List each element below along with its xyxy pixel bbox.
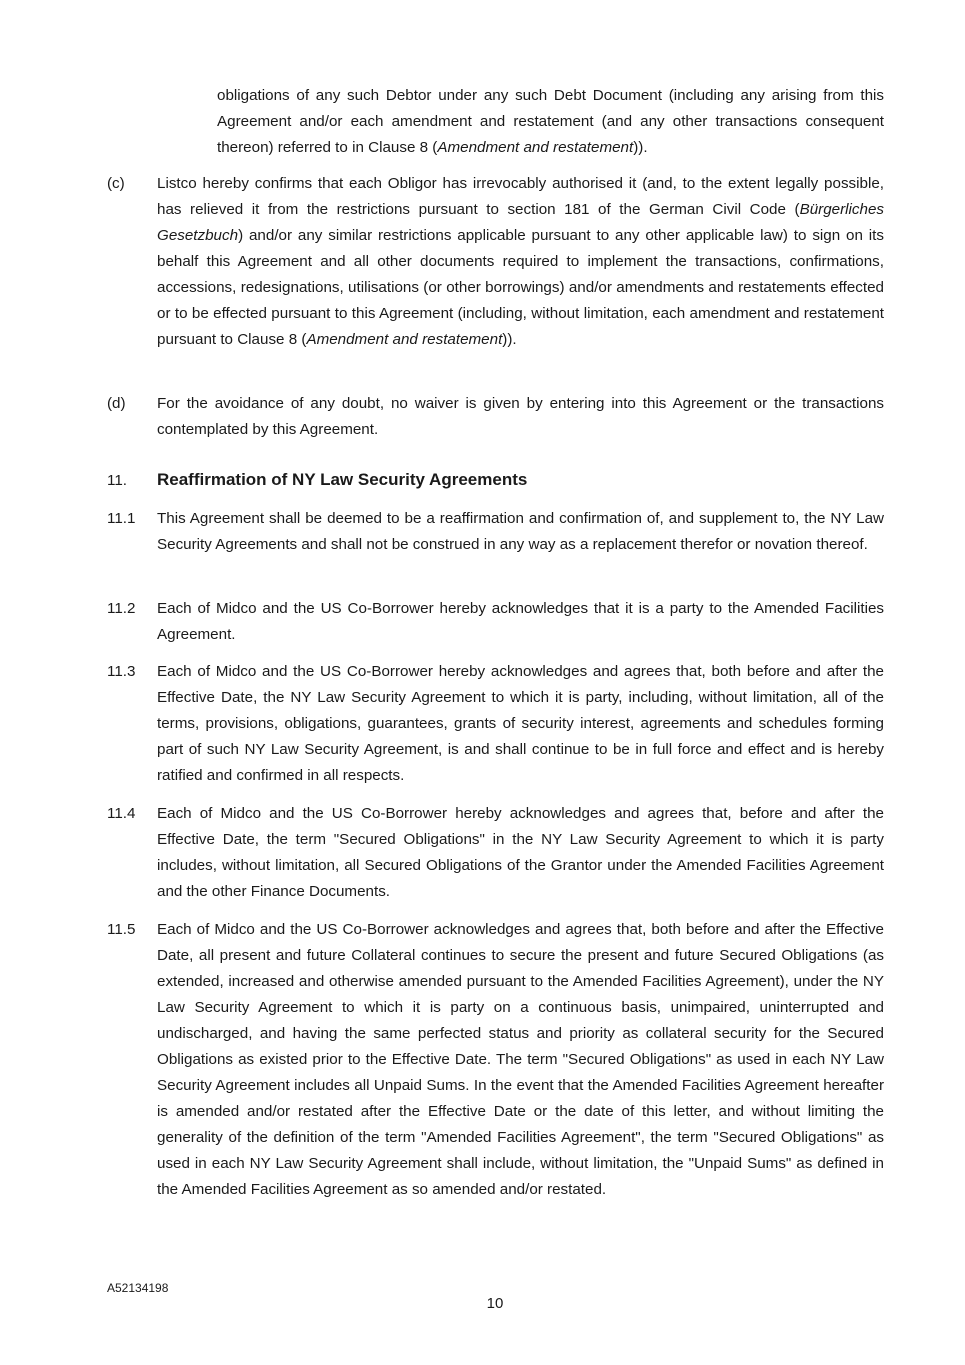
clause-11-4-text: Each of Midco and the US Co-Borrower hereby acknowledges and agrees that, before and after the Effective Date, the term "Secured Obligations" in the NY Law Security Agreement to which it is party includes, without limitation, all Secured Obligations of the Grantor under the Amended Facilities Agreement and the other Finance Documents. (157, 805, 884, 900)
item-c-italic-clause-reference: Amendment and restatement (306, 331, 503, 348)
clause-11-5-text: Each of Midco and the US Co-Borrower acknowledges and agrees that, both before and after the Effective Date, all present and future Collateral continues to secure the present and future Secured Obligations (as extended, increased and otherwise amended pursuant to the Amended Facilities Agreement), under the NY Law Security Agreement to which it is party on a continuous basis, unimpaired, uninterrupted and undischarged, and having the same perfected status and priority as collateral security for the Secured Obligations as existed prior to the Effective Date. The term "Secured Obligations" as used in each NY Law Security Agreement includes all Unpaid Sums. In the event that the Amended Facilities Agreement hereafter is amended and/or restated after the Effective Date or the date of this letter, and without limiting the generality of the definition of the term "Amended Facilities Agreement", the term "Secured Obligations" as used in each NY Law Security Agreement shall include, without limitation, the "Unpaid Sums" as defined in the Amended Facilities Agreement as so amended and/or restated. (157, 921, 884, 1198)
item-d-number: (d) (107, 395, 126, 412)
item-c-text-mid: ) and/or any similar restrictions applicable pursuant to any other applicable law) to sign on its behalf this Agreement and all other documents required to implement the transactions, confirmations, accessions, redesignations, utilisations (or other borrowings) and/or amendments and restatements effected or to be effected pursuant to this Agreement (including, without limitation, each amendment and restatement pursuant to Clause 8 ( (157, 227, 884, 348)
item-d-paragraph: For the avoidance of any doubt, no waiver is given by entering into this Agreement or the transactions contemplated by this Agreement. (157, 395, 884, 438)
clause-11-2-text: Each of Midco and the US Co-Borrower hereby acknowledges that it is a party to the Amended Facilities Agreement. (157, 600, 884, 643)
clause-11-2-number: 11.2 (107, 600, 136, 617)
item-c-text: Listco hereby confirms that each Obligor has irrevocably authorised it (and, to the extent legally possible, has relieved it from the restrictions pursuant to section 181 of the German Civil Code ( (157, 175, 884, 218)
continuation-text-end: )). (633, 139, 648, 156)
clause-11-1-number: 11.1 (107, 510, 136, 527)
clause-11-3-text: Each of Midco and the US Co-Borrower hereby acknowledges and agrees that, both before and after the Effective Date, the NY Law Security Agreement to which it is party, including, without limitation, all of the terms, provisions, obligations, guarantees, grants of security interest, agreements and schedules forming part of such NY Law Security Agreement, is and shall continue to be in full force and effect and is hereby ratified and confirmed in all respects. (157, 663, 884, 784)
item-c-paragraph (157, 171, 884, 353)
clause-11-3-number: 11.3 (107, 663, 136, 680)
item-c-number: (c) (107, 175, 125, 192)
continuation-italic-reference: Amendment and restatement (437, 139, 634, 156)
item-c-italic-german-term: Bürgerliches Gesetzbuch (157, 201, 884, 244)
clause-11-1-text: This Agreement shall be deemed to be a reaffirmation and confirmation of, and supplement to, the NY Law Security Agreements and shall not be construed in any way as a replacement therefor or novation thereof. (157, 510, 884, 553)
continuation-paragraph (217, 83, 884, 161)
item-c-text-end: )). (502, 331, 517, 348)
section-title: Reaffirmation of NY Law Security Agreements (157, 470, 528, 489)
continuation-text: obligations of any such Debtor under any such Debt Document (including any arising from this Agreement and/or each amendment and restatement (and any other transactions consequent thereon) referred to in Clause 8 ( (217, 87, 884, 156)
document-reference-number: A52134198 (107, 1281, 169, 1295)
section-number: 11. (107, 472, 127, 489)
page-number: 10 (486, 1295, 504, 1312)
clause-11-5-number: 11.5 (107, 921, 136, 938)
clause-11-4-number: 11.4 (107, 805, 136, 822)
